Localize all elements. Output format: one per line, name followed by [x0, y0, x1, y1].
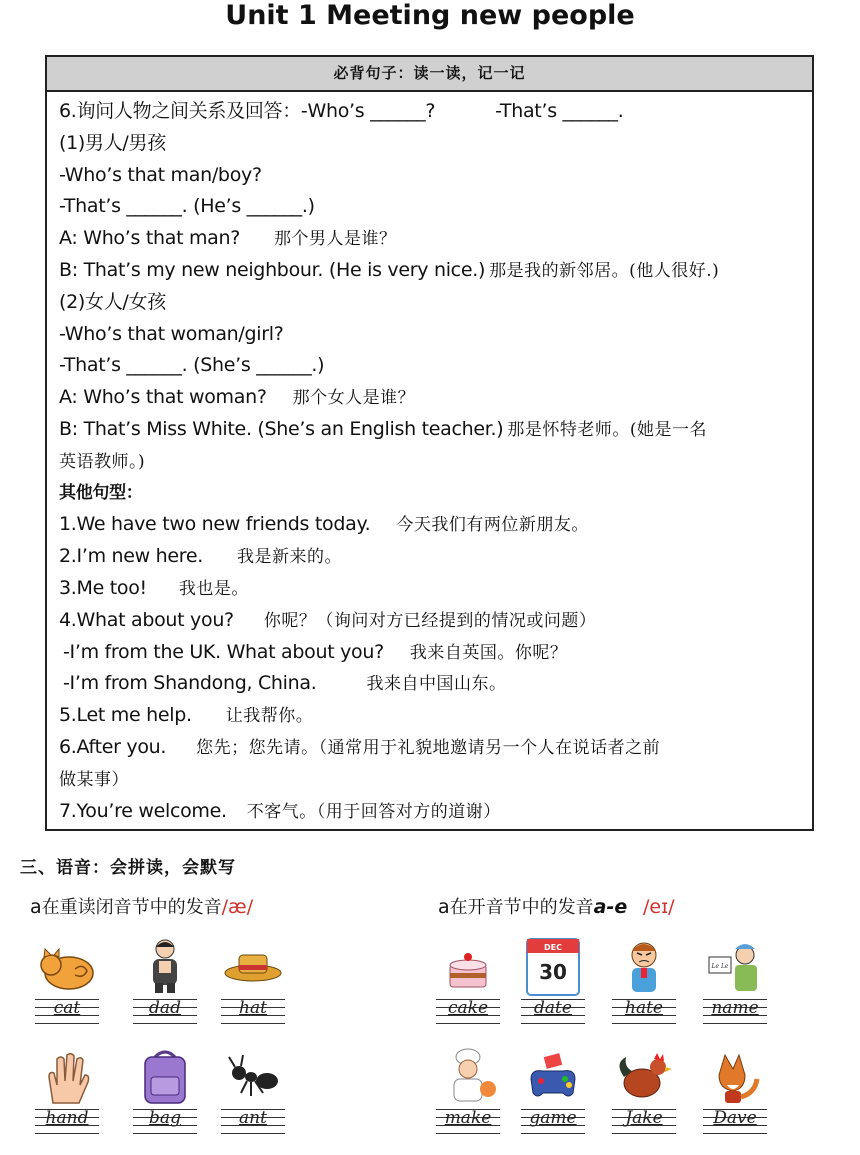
sentence-en: 6.询问人物之间关系及回答：-Who’s ______? [59, 100, 436, 122]
sentence-cn: -That’s ______. [495, 100, 624, 122]
sentence-cn: 那是怀特老师。(她是一名 [507, 419, 708, 440]
sentence-en: 4.What about you? [59, 608, 234, 631]
fox-icon [703, 1045, 767, 1109]
word-label: hate [625, 998, 663, 1018]
sentence-line [59, 223, 812, 255]
sentence-line [59, 637, 812, 669]
game-icon [521, 1045, 585, 1109]
word-card-name [703, 935, 767, 1045]
cake-icon [436, 935, 500, 999]
writing-rule [521, 1133, 585, 1134]
sentence-cn: 那个男人是谁？ [274, 229, 397, 250]
sentence-cn: 让我帮你。 [225, 706, 314, 727]
sentence-en: -Who’s that man/boy? [59, 163, 262, 186]
sentence-lines [47, 92, 812, 827]
svg-text:30: 30 [539, 960, 567, 984]
word-card-hate [612, 935, 676, 1045]
word-label: date [534, 998, 572, 1018]
sentence-line [59, 446, 812, 478]
sentence-cn: 我来自英国。你呢？ [409, 642, 568, 663]
writing-rule [133, 1133, 197, 1134]
hand-icon [35, 1045, 99, 1109]
word-label: dad [149, 998, 181, 1018]
sentence-cn: 那个女人是谁？ [292, 388, 416, 409]
writing-rule [703, 1133, 767, 1134]
word-card-cat [35, 935, 99, 1045]
sentence-line [59, 382, 812, 414]
left-subtitle [30, 893, 253, 919]
sentence-en: -I’m from the UK. What about you? [63, 640, 384, 663]
writing-rule [436, 1023, 500, 1024]
writing-rule [436, 1133, 500, 1134]
word-label: name [711, 998, 759, 1018]
calendar-icon [521, 935, 585, 999]
sentence-en: -That’s ______. (He’s ______.) [59, 195, 315, 218]
writing-rule [612, 1023, 676, 1024]
word-card-game [521, 1045, 585, 1155]
word-label: Jake [625, 1108, 663, 1128]
sentence-en: 其他句型： [59, 482, 143, 503]
sentence-line [59, 287, 812, 319]
left-letter: a [30, 896, 42, 918]
sentence-line [59, 255, 812, 287]
sentence-box [45, 55, 814, 831]
sentence-en: -That’s ______. (She’s ______.) [59, 354, 325, 377]
ant-icon [221, 1045, 285, 1109]
writing-rule [521, 1023, 585, 1024]
word-card-ant [221, 1045, 285, 1155]
box-header: 必背句子：读一读，记一记 [47, 57, 812, 92]
word-label: game [529, 1108, 577, 1128]
word-label: hand [45, 1108, 89, 1128]
sentence-line [59, 128, 812, 160]
word-label: hat [239, 998, 267, 1018]
sentence-en: B: That’s Miss White. (She’s an English teacher.) [59, 417, 504, 440]
sentence-en: (2)女人/女孩 [59, 290, 166, 313]
sentence-line [59, 191, 812, 223]
page-title: Unit 1 Meeting new people [225, 0, 635, 31]
sentence-en: 5.Let me help. [59, 704, 192, 727]
sentence-cn: 英语教师。) [59, 451, 146, 472]
sentence-line [59, 732, 812, 764]
word-card-dad [133, 935, 197, 1045]
word-card-jake [612, 1045, 676, 1155]
sentence-line [59, 96, 812, 128]
sentence-en: (1)男人/男孩 [59, 131, 166, 154]
hat-icon [221, 935, 285, 999]
writing-rule [35, 1133, 99, 1134]
word-card-bag [133, 1045, 197, 1155]
sentence-cn: 今天我们有两位新朋友。 [396, 515, 589, 536]
sentence-en: 2.I’m new here. [59, 545, 203, 568]
sentence-en: 6.After you. [59, 735, 167, 758]
left-ipa: /æ/ [221, 896, 254, 918]
right-letter: a [438, 896, 450, 918]
left-text: 在重读闭音节中的发音 [41, 897, 222, 918]
word-card-hand [35, 1045, 99, 1155]
word-label: make [444, 1108, 492, 1128]
writing-rule [703, 1023, 767, 1024]
sentence-line [59, 605, 812, 637]
sentence-en: -Who’s that woman/girl? [59, 322, 284, 345]
sentence-line [59, 573, 812, 605]
sentence-cn: 那是我的新邻居。(他人很好.) [489, 260, 720, 281]
sentence-line [59, 478, 812, 510]
sentence-en: 1.We have two new friends today. [59, 513, 371, 536]
word-card-make [436, 1045, 500, 1155]
right-pattern: a-e [593, 896, 628, 918]
sentence-line [59, 668, 812, 700]
sentence-line [59, 700, 812, 732]
sentence-line [59, 160, 812, 192]
dad-icon [133, 935, 197, 999]
word-card-dave [703, 1045, 767, 1155]
sentence-line [59, 541, 812, 573]
sentence-en: -I’m from Shandong, China. [63, 672, 317, 695]
word-card-date [521, 935, 585, 1045]
chef-icon [436, 1045, 500, 1109]
sentence-line [59, 509, 812, 541]
bag-icon [133, 1045, 197, 1109]
section-title: 三、语音：会拼读，会默写 [20, 858, 236, 878]
writing-rule [35, 1023, 99, 1024]
word-label: bag [149, 1108, 181, 1128]
word-label: cat [53, 998, 81, 1018]
sentence-cn: 我也是。 [178, 578, 249, 599]
sentence-en: 3.Me too! [59, 576, 147, 599]
svg-text:Le Le: Le Le [711, 963, 729, 970]
sentence-line [59, 350, 812, 382]
sentence-en: B: That’s my new neighbour. (He is very nice.) [59, 258, 486, 281]
right-subtitle [438, 893, 675, 919]
word-card-cake [436, 935, 500, 1045]
sentence-en: A: Who’s that man? [59, 227, 241, 250]
cat-icon [35, 935, 99, 999]
sentence-en: A: Who’s that woman? [59, 386, 267, 409]
right-text: 在开音节中的发音 [449, 897, 594, 918]
writing-rule [133, 1023, 197, 1024]
sentence-line [59, 796, 812, 828]
sentence-cn: 我来自中国山东。 [366, 674, 507, 695]
sentence-cn: 您先；您先请。（通常用于礼貌地邀请另一个人在说话者之前 [196, 737, 661, 758]
sentence-cn: 我是新来的。 [236, 547, 342, 568]
sentence-cn: 你呢？（询问对方已经提到的情况或问题） [263, 610, 597, 631]
right-ipa: /eɪ/ [642, 896, 675, 918]
sentence-cn: 不客气。（用于回答对方的道谢） [246, 801, 501, 822]
name-card-icon [703, 935, 767, 999]
sentence-line [59, 414, 812, 446]
angry-boy-icon [612, 935, 676, 999]
sentence-line [59, 764, 812, 796]
writing-rule [612, 1133, 676, 1134]
writing-rule [221, 1133, 285, 1134]
sentence-cn: 做某事） [59, 769, 129, 790]
word-card-hat [221, 935, 285, 1045]
word-label: cake [447, 998, 489, 1018]
sentence-en: 7.You’re welcome. [59, 799, 227, 822]
word-label: Dave [713, 1108, 757, 1128]
svg-text:DEC: DEC [544, 943, 562, 952]
rooster-icon [612, 1045, 676, 1109]
word-label: ant [239, 1108, 267, 1128]
sentence-line [59, 319, 812, 351]
writing-rule [221, 1023, 285, 1024]
